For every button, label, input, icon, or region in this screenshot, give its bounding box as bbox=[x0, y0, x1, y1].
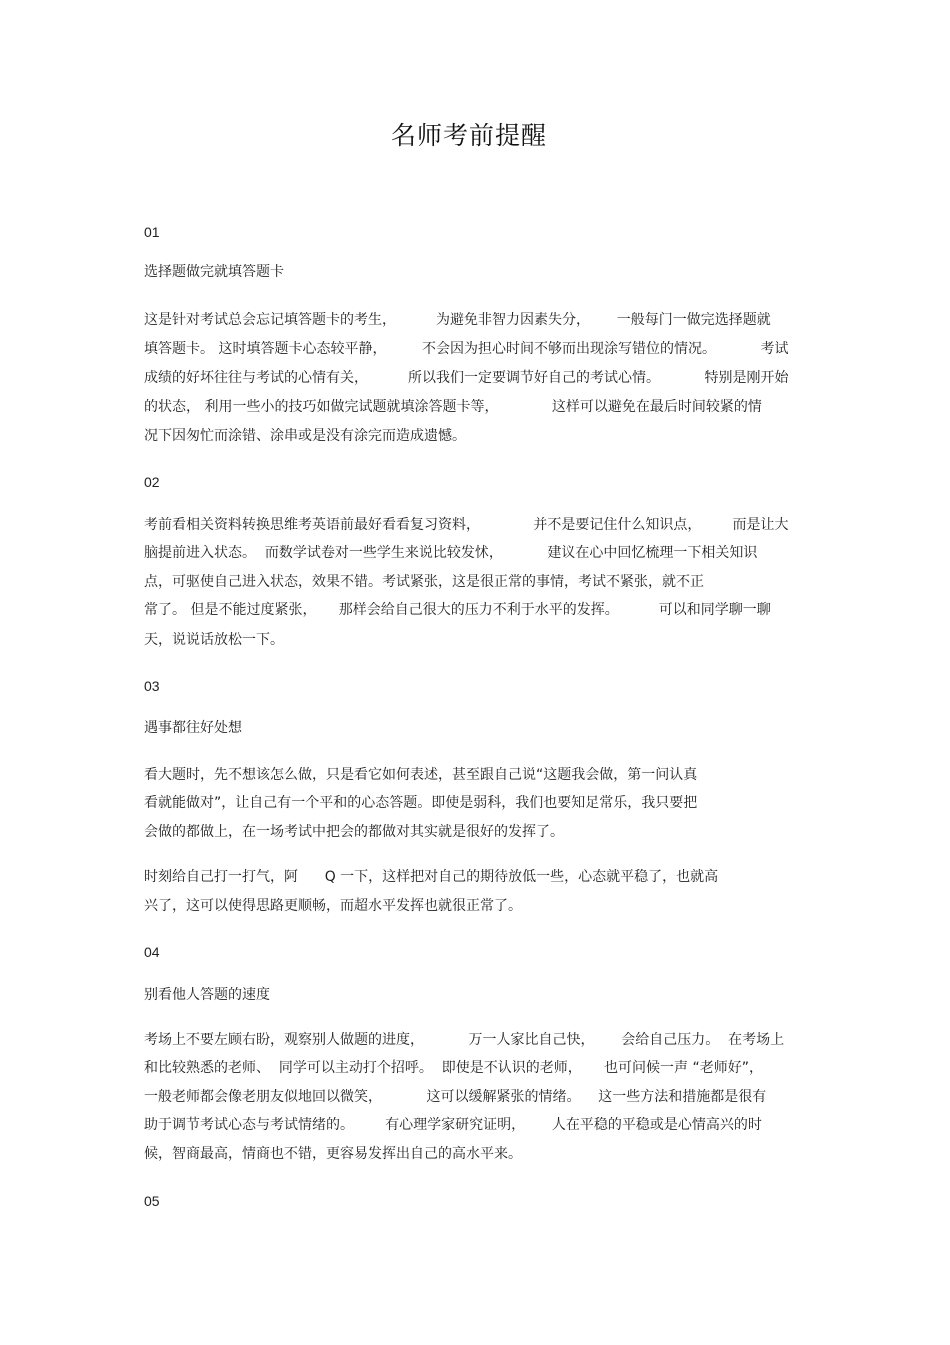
paragraph-line: 况下因匆忙而涂错、涂串或是没有涂完而造成遗憾。 bbox=[144, 428, 466, 444]
paragraph-line: 候，智商最高，情商也不错，更容易发挥出自己的高水平来。 bbox=[144, 1146, 522, 1162]
section-number: 03 bbox=[144, 678, 160, 694]
paragraph-line: 一般老师都会像老朋友似地回以微笑， 这可以缓解紧张的情绪。 这一些方法和措施都是很有 bbox=[144, 1089, 767, 1105]
paragraph-line: 脑提前进入状态。 而数学试卷对一些学生来说比较发怵， 建议在心中回忆梳理一下相关知识 bbox=[144, 545, 758, 561]
paragraph-line: 看大题时，先不想该怎么做，只是看它如何表述，甚至跟自己说“这题我会做，第一问认真 bbox=[144, 767, 698, 783]
paragraph-line: 成绩的好坏往往与考试的心情有关， 所以我们一定要调节好自己的考试心情。 特别是刚开始 bbox=[144, 370, 789, 386]
section-number: 01 bbox=[144, 224, 160, 240]
paragraph-line: 这是针对考试总会忘记填答题卡的考生， 为避免非智力因素失分， 一般每门一做完选择题就 bbox=[144, 312, 771, 328]
paragraph-line: 看就能做对”，让自己有一个平和的心态答题。即使是弱科，我们也要知足常乐，我只要把 bbox=[144, 795, 698, 811]
paragraph-line: 天，说说话放松一下。 bbox=[144, 632, 284, 648]
paragraph-line: 时刻给自己打一打气，阿 Q 一下，这样把对自己的期待放低一些，心态就平稳了，也就高 bbox=[144, 869, 719, 885]
paragraph-line: 的状态， 利用一些小的技巧如做完试题就填涂答题卡等， 这样可以避免在最后时间较紧的情 bbox=[144, 399, 762, 415]
paragraph-line: 常了。 但是不能过度紧张， 那样会给自己很大的压力不利于水平的发挥。 可以和同学聊一聊 bbox=[144, 602, 771, 618]
section-number: 05 bbox=[144, 1193, 160, 1209]
section-heading: 别看他人答题的速度 bbox=[144, 987, 270, 1003]
paragraph-line: 助于调节考试心态与考试情绪的。 有心理学家研究证明， 人在平稳的平稳或是心情高兴的时 bbox=[144, 1117, 762, 1133]
section-heading: 选择题做完就填答题卡 bbox=[144, 264, 284, 280]
paragraph-line: 点，可驱使自己进入状态，效果不错。考试紧张，这是很正常的事情，考试不紧张，就不正 bbox=[144, 574, 704, 590]
section-number: 04 bbox=[144, 944, 160, 960]
section-number: 02 bbox=[144, 474, 160, 490]
paragraph-line: 和比较熟悉的老师、 同学可以主动打个招呼。 即使是不认识的老师， 也可问候一声 “老师好”， bbox=[144, 1060, 764, 1076]
document-title: 名师考前提醒 bbox=[390, 121, 547, 150]
paragraph-line: 填答题卡。 这时填答题卡心态较平静， 不会因为担心时间不够而出现涂写错位的情况。 考试 bbox=[144, 341, 789, 357]
paragraph-line: 兴了，这可以使得思路更顺畅，而超水平发挥也就很正常了。 bbox=[144, 898, 522, 914]
paragraph-line: 考场上不要左顾右盼，观察别人做题的进度， 万一人家比自己快， 会给自己压力。 在考场上 bbox=[144, 1032, 785, 1048]
paragraph-line: 会做的都做上，在一场考试中把会的都做对其实就是很好的发挥了。 bbox=[144, 824, 564, 840]
paragraph-line: 考前看相关资料转换思维考英语前最好看看复习资料， 并不是要记住什么知识点， 而是让大 bbox=[144, 517, 789, 533]
section-heading: 遇事都往好处想 bbox=[144, 720, 242, 736]
